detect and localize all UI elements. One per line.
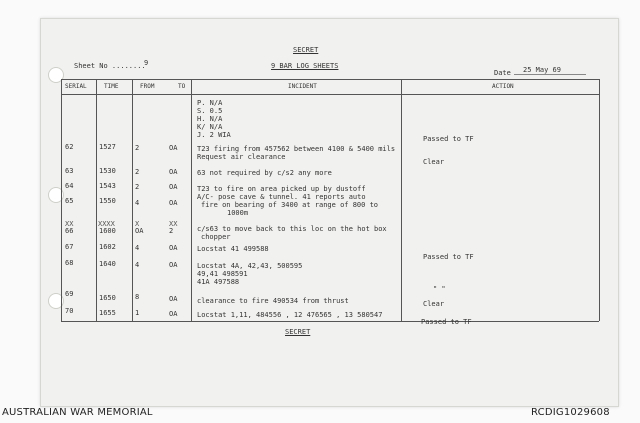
- action-cell: Clear: [423, 158, 445, 166]
- to-cell: OA: [169, 168, 178, 176]
- date-value: 25 May 69: [523, 66, 561, 74]
- archive-reference: RCDIG1029608: [531, 407, 610, 418]
- serial-cell: 65: [65, 197, 74, 205]
- from-cell: 2: [135, 168, 140, 176]
- security-marking-top: SECRET: [293, 46, 319, 54]
- incident-line: 49,41 498591: [197, 270, 248, 278]
- action-cell: Passed to TF: [421, 318, 472, 326]
- table-border-left: [61, 79, 62, 321]
- serial-cell: 69: [65, 290, 74, 298]
- serial-cell: 68: [65, 259, 74, 267]
- preamble-line: K/ N/A: [197, 123, 223, 131]
- preamble-line: H. N/A: [197, 115, 223, 123]
- serial-cell: 62: [65, 143, 74, 151]
- column-header-incident: INCIDENT: [288, 83, 317, 90]
- date-label: Date: [494, 69, 511, 77]
- column-header-time: TIME: [104, 83, 119, 90]
- to-cell: OA: [169, 261, 178, 269]
- serial-cell: 67: [65, 243, 74, 251]
- incident-line: T23 to fire on area picked up by dustoff: [197, 185, 366, 193]
- column-divider: [96, 79, 97, 321]
- to-cell: OA: [169, 310, 178, 318]
- time-cell: 1602: [99, 243, 116, 251]
- to-cell: OA: [169, 199, 178, 207]
- time-cell: 1550: [99, 197, 116, 205]
- preamble-line: S. 0.5: [197, 107, 223, 115]
- incident-line: 63 not required by c/s2 any more: [197, 169, 332, 177]
- time-cell: 1530: [99, 167, 116, 175]
- preamble-line: P. N/A: [197, 99, 223, 107]
- to-cell: OA: [169, 295, 178, 303]
- from-cell: 1: [135, 309, 140, 317]
- action-cell: " ": [433, 285, 446, 293]
- incident-line: fire on bearing of 3400 at range of 800 to: [201, 201, 379, 209]
- incident-line: Locstat 1,11, 484556 , 12 476565 , 13 580547: [197, 311, 383, 319]
- date-underline: [514, 74, 586, 75]
- incident-line: Request air clearance: [197, 153, 286, 161]
- incident-line: chopper: [201, 233, 231, 241]
- to-cell: OA: [169, 244, 178, 252]
- incident-line: 1000m: [227, 209, 249, 217]
- incident-line: Locstat 4A, 42,43, 500595: [197, 262, 303, 270]
- column-header-from: FROM: [140, 83, 155, 90]
- from-cell: 4: [135, 244, 140, 252]
- from-cell: OA: [135, 227, 144, 235]
- column-divider: [132, 79, 133, 321]
- incident-line: T23 firing from 457562 between 4100 & 5400 mils: [197, 145, 396, 153]
- from-cell: 4: [135, 261, 140, 269]
- column-header-action: ACTION: [492, 83, 514, 90]
- preamble-line: J. 2 WIA: [197, 131, 231, 139]
- sheet-title: 9 BAR LOG SHEETS: [271, 62, 339, 70]
- from-cell: 4: [135, 199, 140, 207]
- time-cell: 1600: [99, 227, 116, 235]
- serial-cell: 64: [65, 182, 74, 190]
- time-cell: 1640: [99, 260, 116, 268]
- action-cell: Clear: [423, 300, 445, 308]
- security-marking-bottom: SECRET: [285, 328, 311, 336]
- serial-cell: 63: [65, 167, 74, 175]
- from-cell: 2: [135, 144, 140, 152]
- archive-credit: AUSTRALIAN WAR MEMORIAL: [2, 407, 153, 418]
- incident-line: Locstat 41 499588: [197, 245, 269, 253]
- time-cell: 1543: [99, 182, 116, 190]
- sheet-number: Sheet No ........ 9: [74, 59, 149, 70]
- action-cell: Passed to TF: [423, 135, 474, 143]
- incident-line: clearance to fire 490534 from thrust: [197, 297, 349, 305]
- table-top-rule: [61, 79, 599, 80]
- column-divider: [401, 79, 402, 321]
- log-sheet: SECRET Sheet No ........ 9 9 BAR LOG SHEETS Date 25 May 69 SERIAL TIME FROM TO INCIDENT ACTION P. N/A S. 0.5 H. N/A K/ N/A J. 2 WIA 62 1527 2 OA T23 firing from 457562 between 4100 & 5400 mils Request air clearance Passed to TF 63 1530 2 OA 63 not required by c/s2 any more Clear 64 1543 2 OA T23 to fire on area picked up by dustoff 65 1550 4 OA A/C- pose cave & tunnel. 41 reports auto fire on bearing of 3400 at range of 800 to 1000m XX XXXX X XX 66 1600 OA 2 c/s63 to move back to this loc on the hot box chopper 67 1602 4 OA Locstat 41 499588 Passed to TF 68 1640 4 OA Locstat 4A, 42,43, 500595 49,41 498591 41A 497588 " " 69 1650 8 OA clearance to fire 490534 from thrust Clear 70 1655 1 OA Locstat 1,11, 484556 , 12 476565 , 13 580547 Passed to TF SECRET: [40, 18, 619, 407]
- to-cell: 2: [169, 227, 174, 235]
- incident-line: A/C- pose cave & tunnel. 41 reports auto: [197, 193, 366, 201]
- serial-cell: 70: [65, 307, 74, 315]
- header-bottom-rule: [61, 94, 599, 95]
- to-cell: OA: [169, 144, 178, 152]
- from-cell: 2: [135, 183, 140, 191]
- column-header-to: TO: [178, 83, 186, 90]
- time-cell: 1527: [99, 143, 116, 151]
- from-cell: 8: [135, 293, 140, 301]
- serial-cell: 66: [65, 227, 74, 235]
- incident-line: c/s63 to move back to this loc on the hot box: [197, 225, 387, 233]
- incident-line: 41A 497588: [197, 278, 240, 286]
- table-border-right: [599, 79, 600, 321]
- table-bottom-rule: [61, 321, 599, 322]
- time-cell: 1655: [99, 309, 116, 317]
- to-cell: OA: [169, 183, 178, 191]
- column-header-serial: SERIAL: [65, 83, 87, 90]
- action-cell: Passed to TF: [423, 253, 474, 261]
- column-divider: [191, 79, 192, 321]
- time-cell: 1650: [99, 294, 116, 302]
